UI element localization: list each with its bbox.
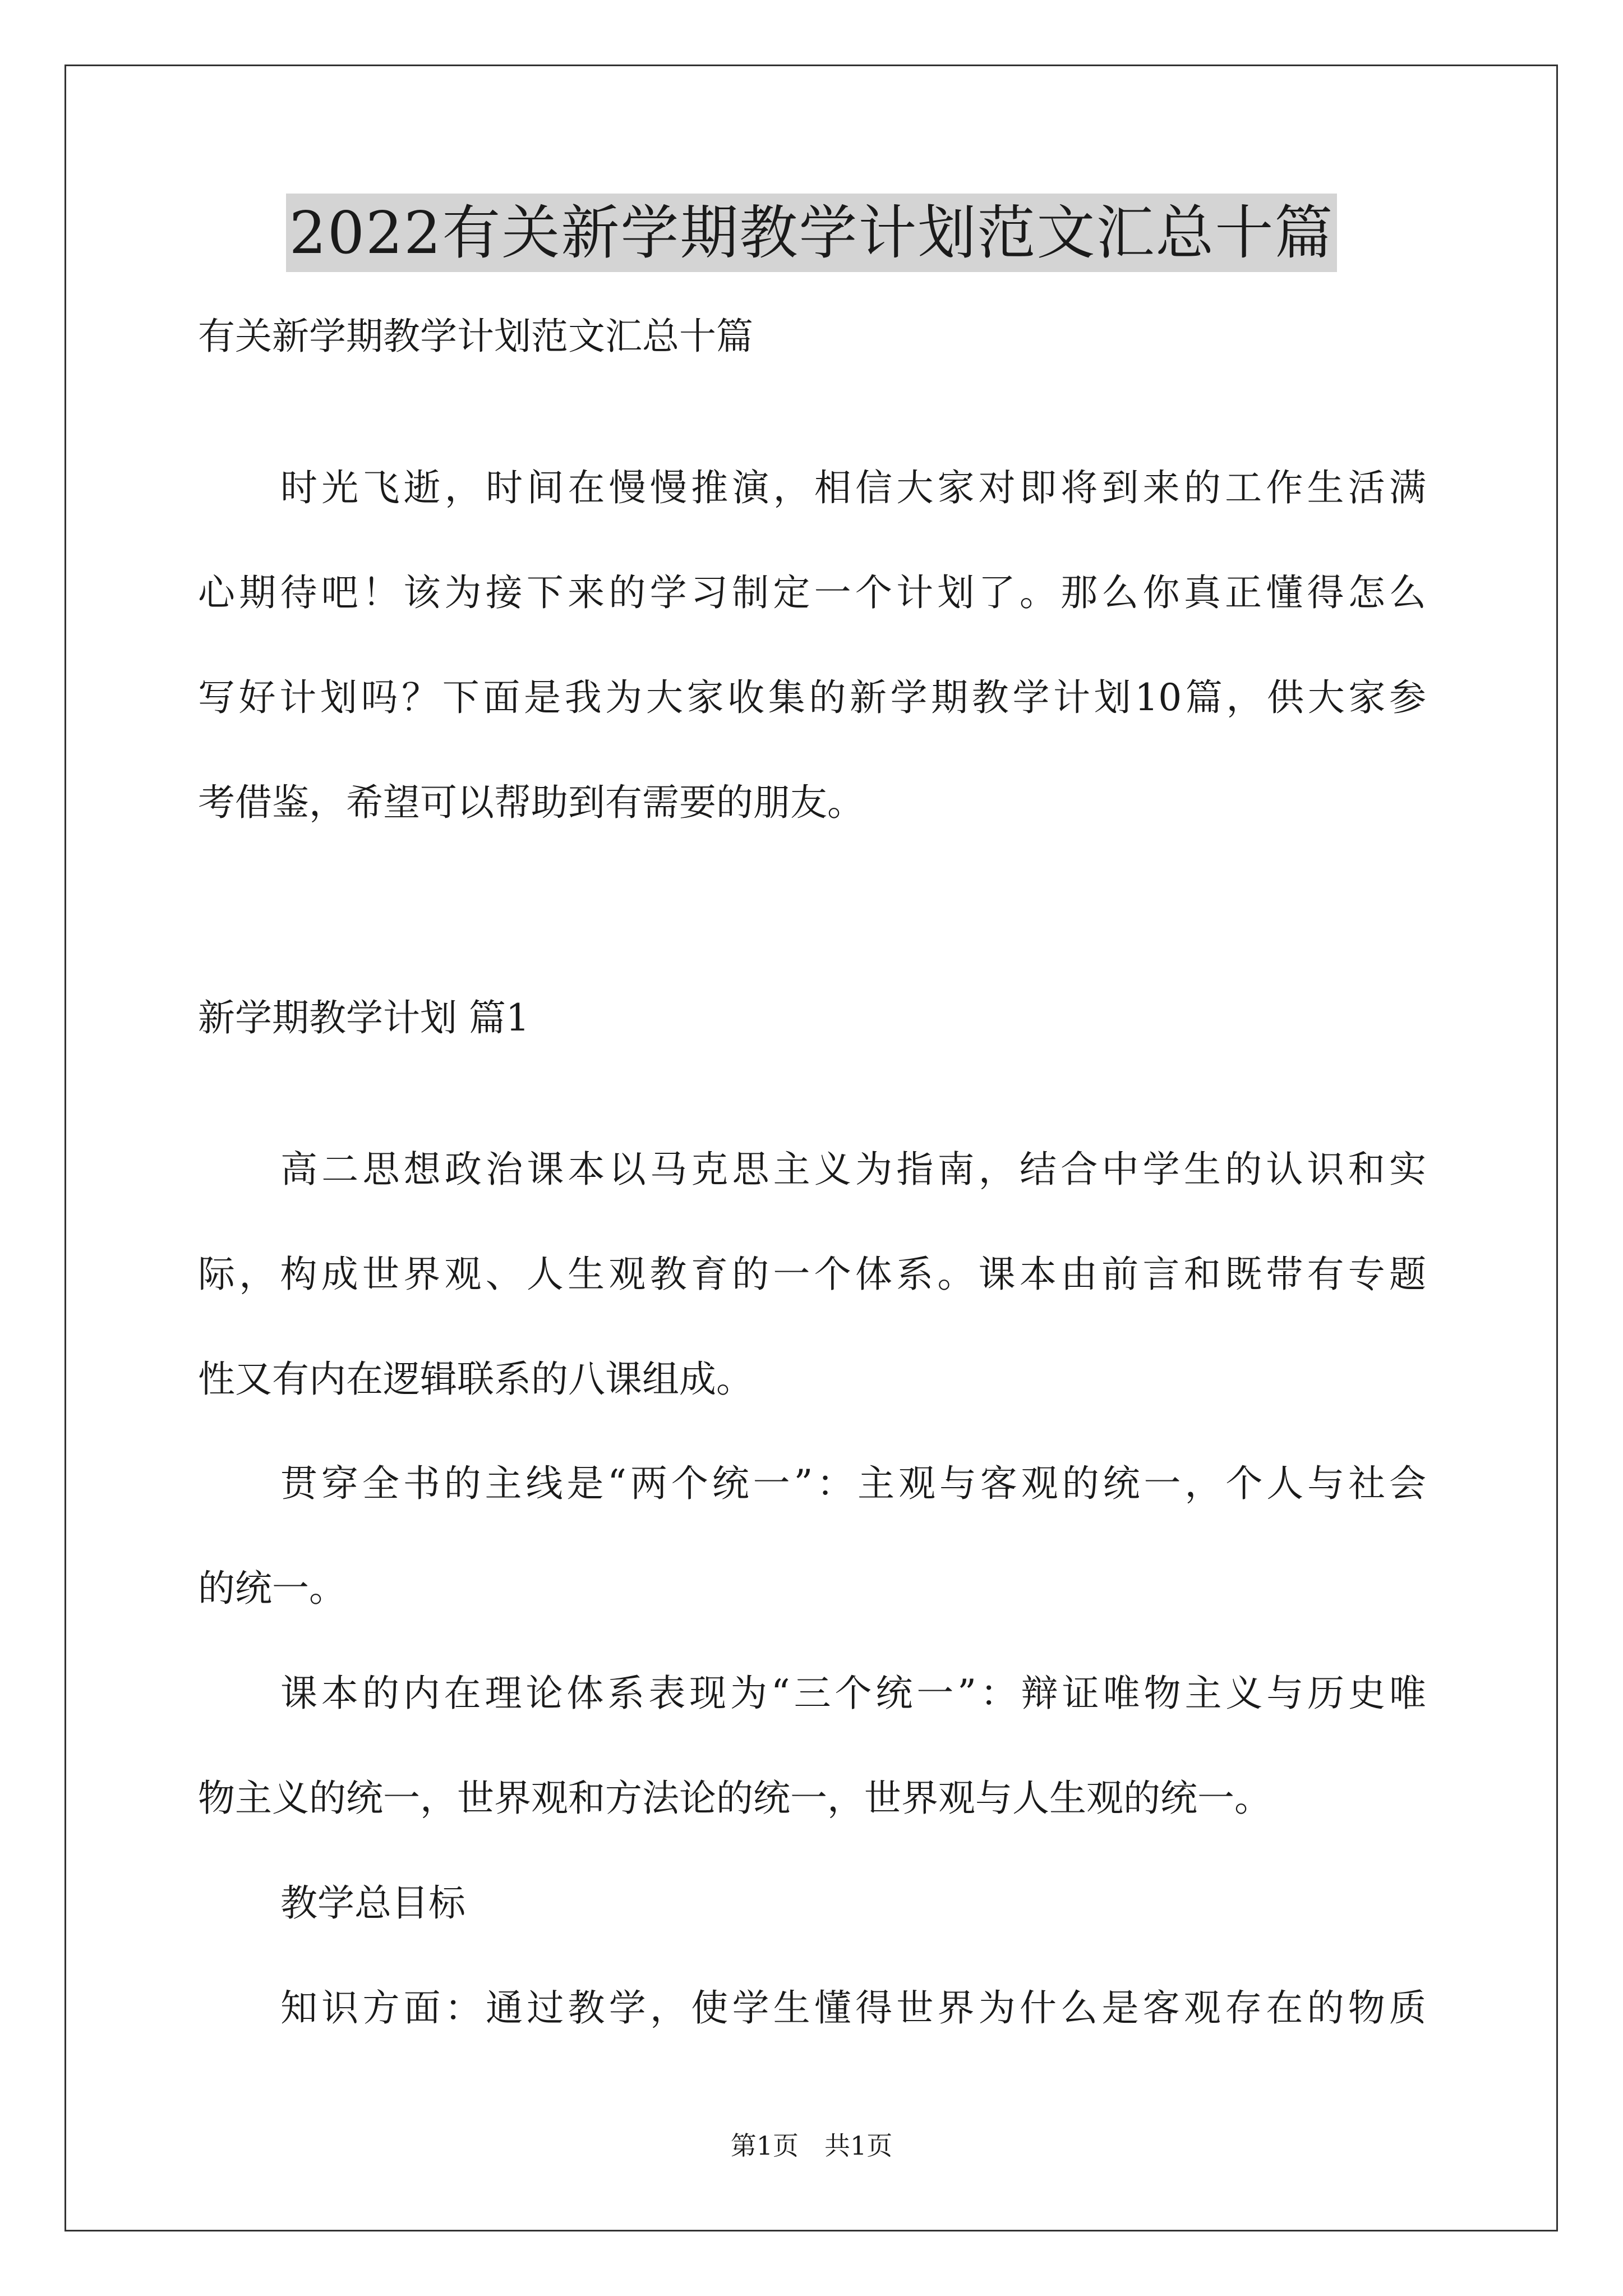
section-heading: 新学期教学计划 篇1 xyxy=(198,996,529,1039)
body-line: 课本的内在理论体系表现为“三个统一”：辩证唯物主义与历史唯 xyxy=(280,1672,1426,1715)
page-footer: 第1页 共1页 xyxy=(730,2131,893,2161)
body-line: 际，构成世界观、人生观教育的一个体系。课本由前言和既带有专题 xyxy=(198,1253,1426,1296)
document-subtitle: 有关新学期教学计划范文汇总十篇 xyxy=(198,315,753,358)
title-block xyxy=(0,194,1623,272)
body-line: 贯穿全书的主线是“两个统一”：主观与客观的统一，个人与社会 xyxy=(280,1462,1426,1505)
intro-line: 考借鉴，希望可以帮助到有需要的朋友。 xyxy=(198,781,864,824)
body-line: 知识方面：通过教学，使学生懂得世界为什么是客观存在的物质 xyxy=(280,1986,1426,2030)
body-line: 教学总目标 xyxy=(280,1881,465,1925)
intro-line: 写好计划吗？下面是我为大家收集的新学期教学计划10篇，供大家参 xyxy=(198,676,1426,719)
body-line: 物主义的统一，世界观和方法论的统一，世界观与人生观的统一。 xyxy=(198,1777,1271,1820)
body-line: 性又有内在逻辑联系的八课组成。 xyxy=(198,1358,753,1401)
intro-line: 心期待吧！该为接下来的学习制定一个计划了。那么你真正懂得怎么 xyxy=(198,571,1426,614)
body-line: 的统一。 xyxy=(198,1567,346,1610)
body-line: 高二思想政治课本以马克思主义为指南，结合中学生的认识和实 xyxy=(280,1148,1426,1191)
intro-line: 时光飞逝，时间在慢慢推演，相信大家对即将到来的工作生活满 xyxy=(280,466,1426,509)
document-title: 2022有关新学期教学计划范文汇总十篇 xyxy=(286,194,1338,272)
